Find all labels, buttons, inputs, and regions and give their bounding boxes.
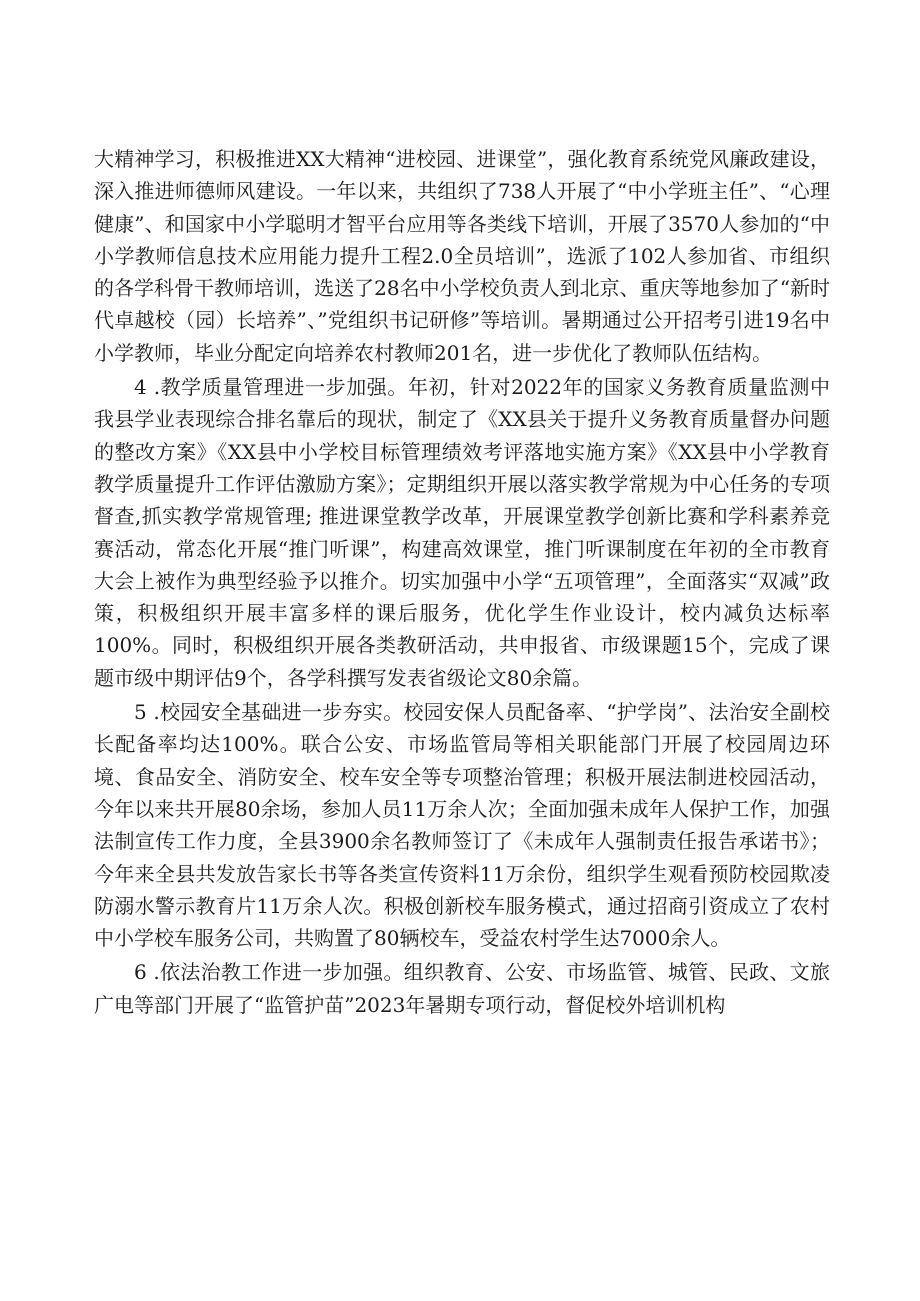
paragraph-teaching-quality: 4 .教学质量管理进一步加强。年初，针对2022年的国家义务教育质量监测中我县学业表现综合排名靠后的现状，制定了《XX县关于提升义务教育质量督办问题的整改方案》《XX县中小学校目标管理绩效考评落地实施方案》《XX县中小学教育教学质量提升工作评估激励方案》；定期组织开展以落实教学常规为中心任务的专项督查,抓实教学常规管理; 推进课堂教学改革，开展课堂教学创新比赛和学科素养竞赛活动，常态化开展“推门听课”，构建高效课堂，推门听课制度在年初的全市教育大会上被作为典型经验予以推介。切实加强中小学“五项管理”，全面落实“双减”政策，积极组织开展丰富多样的课后服务，优化学生作业设计，校内减负达标率100%。同时，积极组织开展各类教研活动，共申报省、市级课题15个，完成了课题市级中期评估9个，各学科撰写发表省级论文80余篇。 [94,375,830,690]
paragraph-rule-of-law: 6 .依法治教工作进一步加强。组织教育、公安、市场监管、城管、民政、文旅广电等部门开展了“监管护苗”2023年暑期专项行动，督促校外培训机构 [94,960,830,1017]
document-page [94,143,830,1021]
paragraph-teacher-training: 大精神学习，积极推进XX大精神“进校园、进课堂”，强化教育系统党风廉政建设，深入推进师德师风建设。一年以来，共组织了738人开展了“中小学班主任”、“心理健康”、和国家中小学聪明才智平台应用等各类线下培训，开展了3570人参加的“中小学教师信息技术应用能力提升工程2.0全员培训”，选派了102人参加省、市组织的各学科骨干教师培训，选送了28名中小学校负责人到北京、重庆等地参加了“新时代卓越校（园）长培养”、”党组织书记研修”等培训。暑期通过公开招考引进19名中小学教师，毕业分配定向培养农村教师201名，进一步优化了教师队伍结构。 [94,147,830,365]
paragraph-campus-safety: 5 .校园安全基础进一步夯实。校园安保人员配备率、“护学岗”、法治安全副校长配备率均达100%。联合公安、市场监管局等相关职能部门开展了校园周边环境、食品安全、消防安全、校车安全等专项整治管理；积极开展法制进校园活动，今年以来共开展80余场，参加人员11万余人次；全面加强未成年人保护工作，加强法制宣传工作力度，全县3900余名教师签订了《未成年人强制责任报告承诺书》；今年来全县共发放告家长书等各类宣传资料11万余份，组织学生观看预防校园欺凌防溺水警示教育片11万余人次。积极创新校车服务模式，通过招商引资成立了农村中小学校车服务公司，共购置了80辆校车，受益农村学生达7000余人。 [94,700,830,951]
